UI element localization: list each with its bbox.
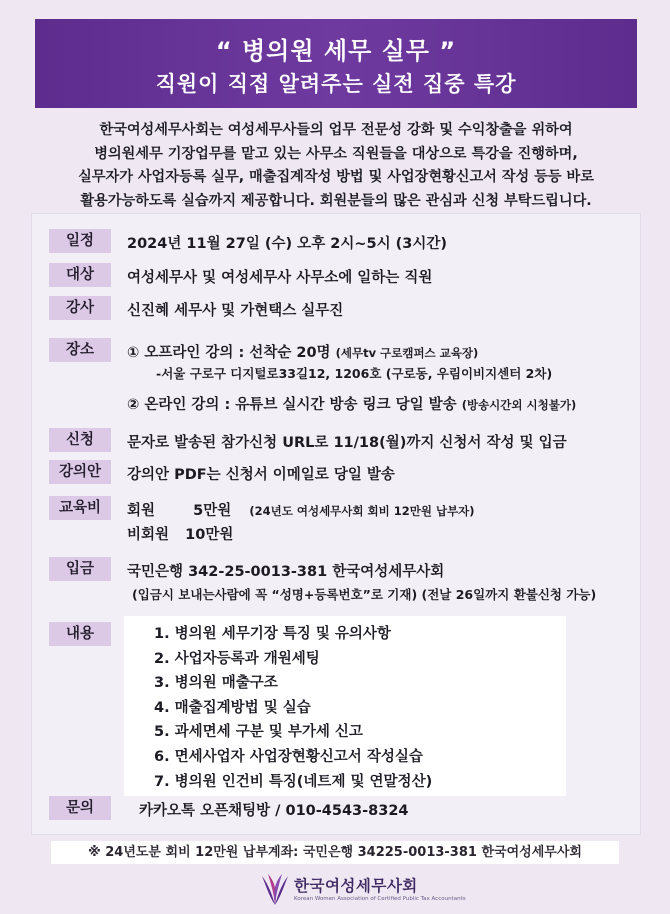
intro-line: 실무자가 사업자등록 실무, 매출집계작성 방법 및 사업장현황신고서 작성 등등 바로 [78,169,594,185]
list-item: 5. 과세면세 구분 및 부가세 신고 [154,724,363,741]
title-banner [35,19,637,108]
schedule-label: 일정 [49,229,111,253]
page-title: “ 병의원 세무 실무 ” [215,37,457,65]
fee-label: 교육비 [49,496,111,520]
fee-nonmember [127,523,233,544]
apply-label: 신청 [49,428,111,452]
logo-name: 한국여성세무사회 [294,877,418,895]
inquiry-value: 카카오톡 오픈채팅방 / 010-4543-8324 [139,803,409,819]
venue-label: 장소 [49,338,111,362]
fee-member-label: 회원 [127,503,156,519]
intro-text [40,119,632,213]
lecturer-value: 신진혜 세무사 및 가현택스 실무진 [127,303,344,319]
handout-label: 강의안 [49,460,111,484]
list-item: 3. 병의원 매출구조 [154,675,278,692]
list-item: 4. 매출집계방법 및 실습 [154,699,311,716]
venue-offline-text: ① 오프라인 강의 : 선착순 20명 [127,345,331,361]
inquiry-label: 문의 [49,796,111,820]
fee-nonmember-price: 10만원 [185,527,234,543]
contents-list [154,622,432,794]
fee-nonmember-label: 비회원 [127,527,170,543]
fee-member-note: (24년도 여성세무사회 회비 12만원 납부자) [249,504,475,518]
venue-offline-note: (세무tv 구로캠퍼스 교육장) [335,346,479,360]
list-item: 7. 병의원 인건비 특징(네트제 및 연말정산) [154,773,433,790]
fee-member-price: 5만원 [193,503,232,519]
venue-online-text: ② 온라인 강의 : 유튜브 실시간 방송 링크 당일 발송 [127,397,457,413]
target-value: 여성세무사 및 여성세무사 사무소에 일하는 직원 [127,270,433,286]
target-label: 대상 [49,263,111,287]
deposit-note: (입금시 보내는사람에 꼭 “성명+등록번호”로 기재) (전날 26일까지 환불신청 가능) [132,587,597,602]
intro-line: 활용가능하도록 실습까지 제공합니다. 회원분들의 많은 관심과 신청 부탁드립니다. [80,192,592,209]
venue-address-text: -서울 구로구 디지털로33길12, 1206호 [156,366,382,381]
deposit-label: 입금 [49,557,111,581]
info-panel [31,213,641,835]
list-item: 1. 병의원 세무기장 특징 및 유의사항 [154,626,391,642]
venue-address [156,364,552,382]
intro-line: 병의원세무 기장업무를 맡고 있는 사무소 직원들을 대상으로 특강을 진행하며, [94,145,578,162]
page-subtitle: 직원이 직접 알려주는 실전 집중 특강 [155,72,517,96]
venue-online-note: (방송시간외 시청불가) [461,398,577,412]
venue-address-note: (구로동, 우림이비지센터 2차) [385,366,553,381]
schedule-value: 2024년 11월 27일 (수) 오후 2시~5시 (3시간) [127,236,447,252]
contents-label: 내용 [49,622,111,646]
deposit-account: 국민은행 342-25-0013-381 한국여성세무사회 [127,564,445,580]
handout-value: 강의안 PDF는 신청서 이메일로 당일 발송 [127,467,395,483]
list-item: 6. 면세사업자 사업장현황신고서 작성실습 [154,748,423,765]
apply-value: 문자로 발송된 참가신청 URL로 11/18(월)까지 신청서 작성 및 입금 [127,435,567,451]
kwacta-logo-icon [260,872,290,908]
membership-fee-note: ※ 24년도분 회비 12만원 납부계좌: 국민은행 34225-0013-381 한국여성세무사회 [51,841,619,864]
list-item: 2. 사업자등록과 개원세팅 [154,650,320,667]
contents-box [124,616,566,796]
venue-offline [127,341,478,362]
venue-online [127,393,576,414]
organization-logo [260,870,466,910]
logo-english-name: Korean Women Association of Certified Public Tax Accountants [294,896,466,902]
fee-member [127,499,475,520]
lecturer-label: 강사 [49,296,111,320]
intro-line: 한국여성세무사회는 여성세무사들의 업무 전문성 강화 및 수익창출을 위하여 [99,122,573,138]
